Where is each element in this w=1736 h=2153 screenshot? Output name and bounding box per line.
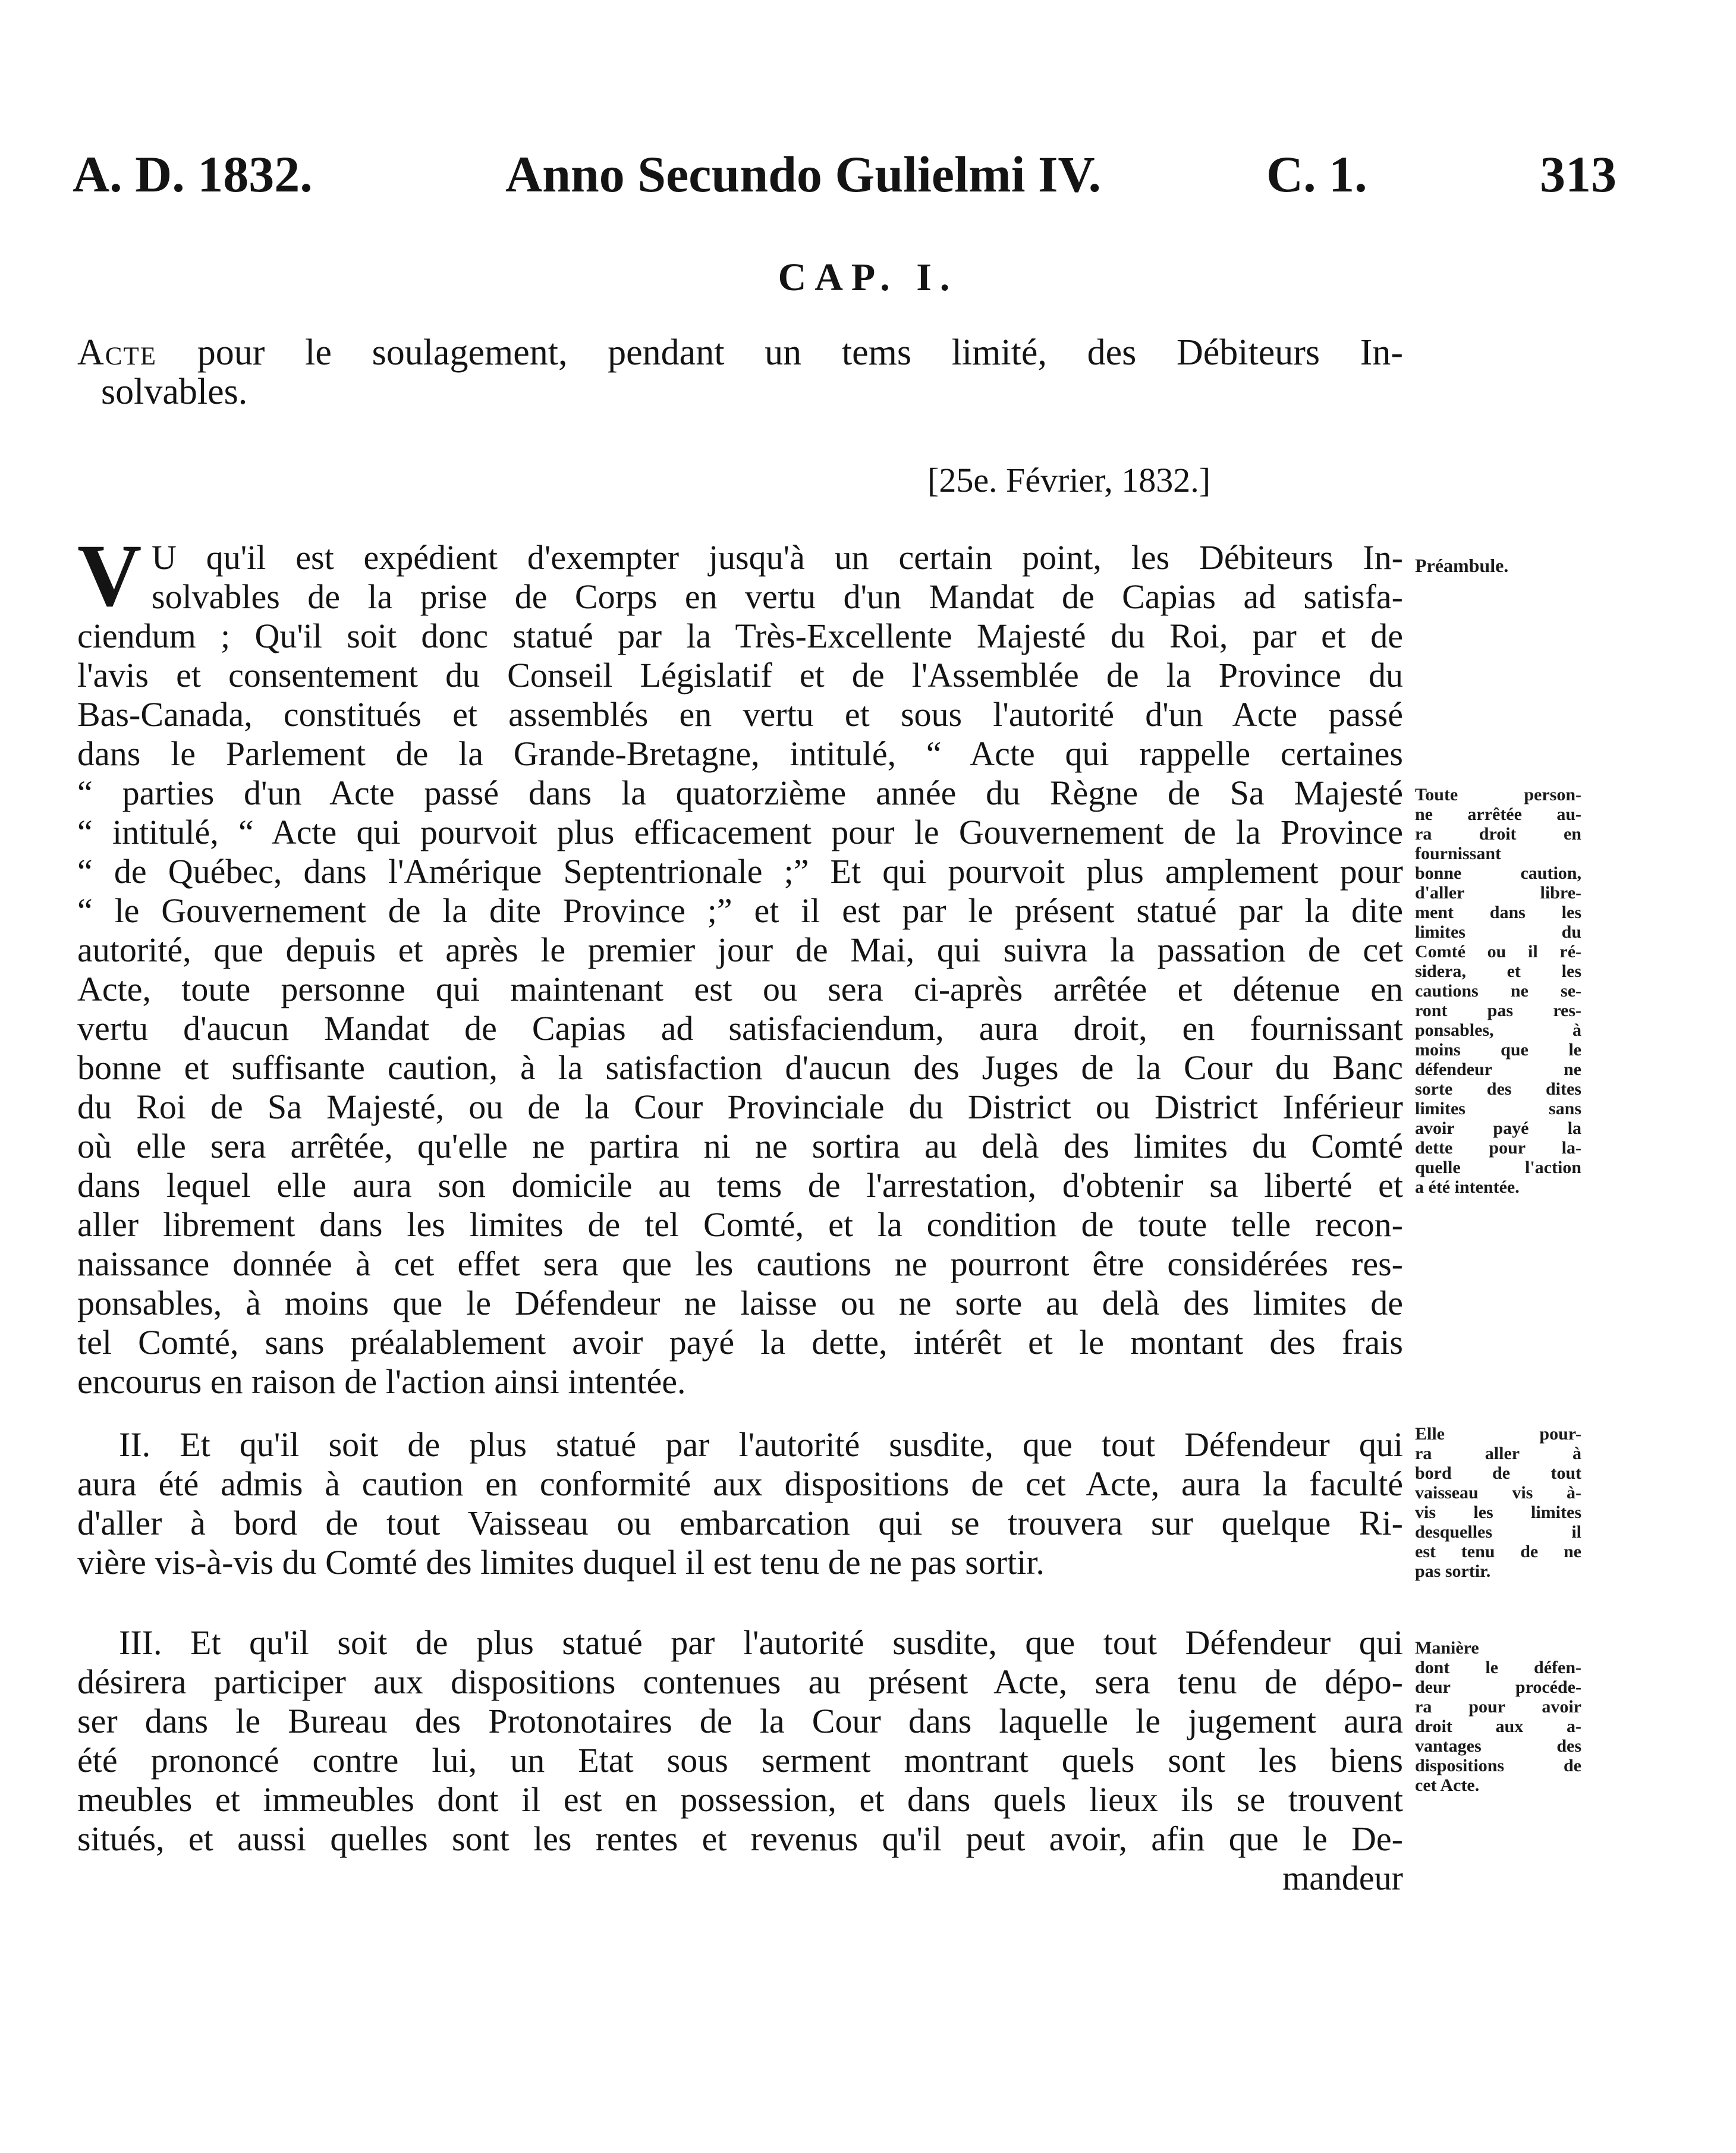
marginal-note-line: dette pour la- xyxy=(1415,1138,1581,1158)
header-year: A. D. 1832. xyxy=(73,146,313,203)
act-title-lead: Acte xyxy=(77,332,157,373)
text-line: du Roi de Sa Majesté, ou de la Cour Provinciale du District ou District Inférieur xyxy=(77,1087,1403,1126)
marginal-note-line: cautions ne se- xyxy=(1415,981,1581,1001)
text-line: où elle sera arrêtée, qu'elle ne partira ni ne sortira au delà des limites du Comté xyxy=(77,1127,1403,1165)
text-line: bonne et suffisante caution, à la satisfaction d'aucun des Juges de la Cour du Banc xyxy=(77,1048,1403,1087)
marginal-note-line: Elle pour- xyxy=(1415,1424,1581,1444)
marginal-note-line: ponsables, à xyxy=(1415,1020,1581,1040)
text-line: tel Comté, sans préalablement avoir payé la dette, intérêt et le montant des frais xyxy=(77,1323,1403,1362)
marginal-note-line: dispositions de xyxy=(1415,1756,1581,1775)
text-line: aura été admis à caution en conformité aux dispositions de cet Acte, aura la faculté xyxy=(77,1464,1403,1503)
text-line: aller librement dans les limites de tel Comté, et la condition de toute telle recon- xyxy=(77,1205,1403,1244)
text-line: d'aller à bord de tout Vaisseau ou embarcation qui se trouvera sur quelque Ri- xyxy=(77,1504,1403,1542)
text-line: dans lequel elle aura son domicile au tems de l'arrestation, d'obtenir sa liberté et xyxy=(77,1166,1403,1205)
marginal-note-vessel xyxy=(1415,1424,1581,1581)
running-head xyxy=(0,142,1736,207)
marginal-note-line: défendeur ne xyxy=(1415,1060,1581,1079)
marginal-note-line: bonne caution, xyxy=(1415,863,1581,883)
act-title-line2: solvables. xyxy=(101,372,248,412)
text-line: “ le Gouvernement de la dite Province ;” et il est par le présent statué par la dite xyxy=(77,891,1403,930)
text-line: solvables de la prise de Corps en vertu d'un Mandat de Capias ad satisfa- xyxy=(152,577,1403,616)
chapter-heading: CAP. I. xyxy=(778,256,958,299)
marginal-note-line: ra aller à xyxy=(1415,1444,1581,1463)
marginal-note-line: Comté ou il ré- xyxy=(1415,942,1581,961)
text-line: autorité, que depuis et après le premier jour de Mai, qui suivra la passation de cet xyxy=(77,931,1403,969)
marginal-note-line: limites sans xyxy=(1415,1099,1581,1118)
marginal-note-line: Manière xyxy=(1415,1638,1479,1658)
text-line: II. Et qu'il soit de plus statué par l'autorité susdite, que tout Défendeur qui xyxy=(119,1425,1403,1464)
text-line: désirera participer aux dispositions contenues au présent Acte, sera tenu de dépo- xyxy=(77,1662,1403,1701)
marginal-note-line: sorte des dites xyxy=(1415,1079,1581,1099)
text-line: situés, et aussi quelles sont les rentes et revenus qu'il peut avoir, afin que le De- xyxy=(77,1819,1403,1858)
header-chapter: C. 1. xyxy=(1266,146,1367,203)
marginal-note-line: quelle l'action xyxy=(1415,1158,1581,1177)
marginal-note-line: moins que le xyxy=(1415,1040,1581,1060)
marginal-note-line: ra pour avoir xyxy=(1415,1697,1581,1717)
text-line: “ parties d'un Acte passé dans la quatorzième année du Règne de Sa Majesté xyxy=(77,774,1403,812)
text-line: Acte, toute personne qui maintenant est ou sera ci-après arrêtée et détenue en xyxy=(77,970,1403,1008)
marginal-note-line: ne arrêtée au- xyxy=(1415,804,1581,824)
marginal-note-line: vis les limites xyxy=(1415,1503,1581,1522)
marginal-note-line: limites du xyxy=(1415,922,1581,942)
marginal-note-line: Toute person- xyxy=(1415,785,1581,804)
marginal-note-line: dont le défen- xyxy=(1415,1658,1581,1677)
header-title: Anno Secundo Gulielmi IV. xyxy=(505,146,1102,203)
marginal-note-line: avoir payé la xyxy=(1415,1118,1581,1138)
marginal-note-line: ra droit en xyxy=(1415,824,1581,844)
preamble-paragraph xyxy=(77,538,1403,1401)
text-line: “ de Québec, dans l'Amérique Septentrionale ;” Et qui pourvoit plus amplement pour xyxy=(77,852,1403,891)
marginal-note-line: pas sortir. xyxy=(1415,1561,1491,1581)
act-date: [25e. Février, 1832.] xyxy=(927,461,1211,499)
text-line: meubles et immeubles dont il est en possession, et dans quels lieux ils se trouvent xyxy=(77,1780,1403,1819)
marginal-note-line: a été intentée. xyxy=(1415,1177,1520,1197)
page-number: 313 xyxy=(1540,146,1617,203)
marginal-note-line: d'aller libre- xyxy=(1415,883,1581,903)
text-line: naissance donnée à cet effet sera que les cautions ne pourront être considérées res- xyxy=(77,1244,1403,1283)
text-line: vertu d'aucun Mandat de Capias ad satisfaciendum, aura droit, en fournissant xyxy=(77,1009,1403,1048)
marginal-note-line: cet Acte. xyxy=(1415,1775,1480,1795)
text-line: U qu'il est expédient d'exempter jusqu'à un certain point, les Débiteurs In- xyxy=(152,538,1403,577)
marginal-note-line: Préambule. xyxy=(1415,555,1509,576)
marginal-note-procedure xyxy=(1415,1638,1581,1795)
marginal-note-line: ment dans les xyxy=(1415,903,1581,922)
marginal-note-line: sidera, et les xyxy=(1415,961,1581,981)
act-title-line1: pour le soulagement, pendant un tems limité, des Débiteurs In- xyxy=(197,332,1404,373)
marginal-note-line: ront pas res- xyxy=(1415,1001,1581,1020)
marginal-note-line: fournissant xyxy=(1415,844,1502,863)
text-line: ciendum ; Qu'il soit donc statué par la Très-Excellente Majesté du Roi, par et de xyxy=(77,617,1403,655)
marginal-note-line: desquelles il xyxy=(1415,1522,1581,1542)
marginal-note-line: vantages des xyxy=(1415,1736,1581,1756)
text-line: “ intitulé, “ Acte qui pourvoit plus efficacement pour le Gouvernement de la Province xyxy=(77,813,1403,851)
text-line: ponsables, à moins que le Défendeur ne laisse ou ne sorte au delà des limites de xyxy=(77,1284,1403,1322)
text-line: été prononcé contre lui, un Etat sous serment montrant quels sont les biens xyxy=(77,1741,1403,1780)
drop-cap: V xyxy=(77,526,142,625)
marginal-note-bail xyxy=(1415,785,1581,1197)
text-line: dans le Parlement de la Grande-Bretagne, intitulé, “ Acte qui rappelle certaines xyxy=(77,734,1403,773)
text-line: vière vis-à-vis du Comté des limites duquel il est tenu de ne pas sortir. xyxy=(77,1543,1045,1582)
marginal-note-line: bord de tout xyxy=(1415,1463,1581,1483)
text-line: mandeur xyxy=(1282,1859,1403,1897)
marginal-note-line: deur procéde- xyxy=(1415,1677,1581,1697)
marginal-note-line: vaisseau vis à- xyxy=(1415,1483,1581,1503)
text-line: ser dans le Bureau des Protonotaires de la Cour dans laquelle le jugement aura xyxy=(77,1702,1403,1740)
text-line: l'avis et consentement du Conseil Législatif et de l'Assemblée de la Province du xyxy=(77,656,1403,694)
text-line: encourus en raison de l'action ainsi intentée. xyxy=(77,1362,686,1401)
marginal-note-preamble xyxy=(1415,556,1581,576)
text-line: III. Et qu'il soit de plus statué par l'autorité susdite, que tout Défendeur qui xyxy=(119,1623,1403,1662)
marginal-note-line: droit aux a- xyxy=(1415,1717,1581,1736)
marginal-note-line: est tenu de ne xyxy=(1415,1542,1581,1561)
text-line: Bas-Canada, constitués et assemblés en vertu et sous l'autorité d'un Acte passé xyxy=(77,695,1403,734)
act-title xyxy=(77,330,1403,414)
section-ii-paragraph xyxy=(77,1425,1403,1582)
section-iii-paragraph xyxy=(77,1623,1403,1898)
